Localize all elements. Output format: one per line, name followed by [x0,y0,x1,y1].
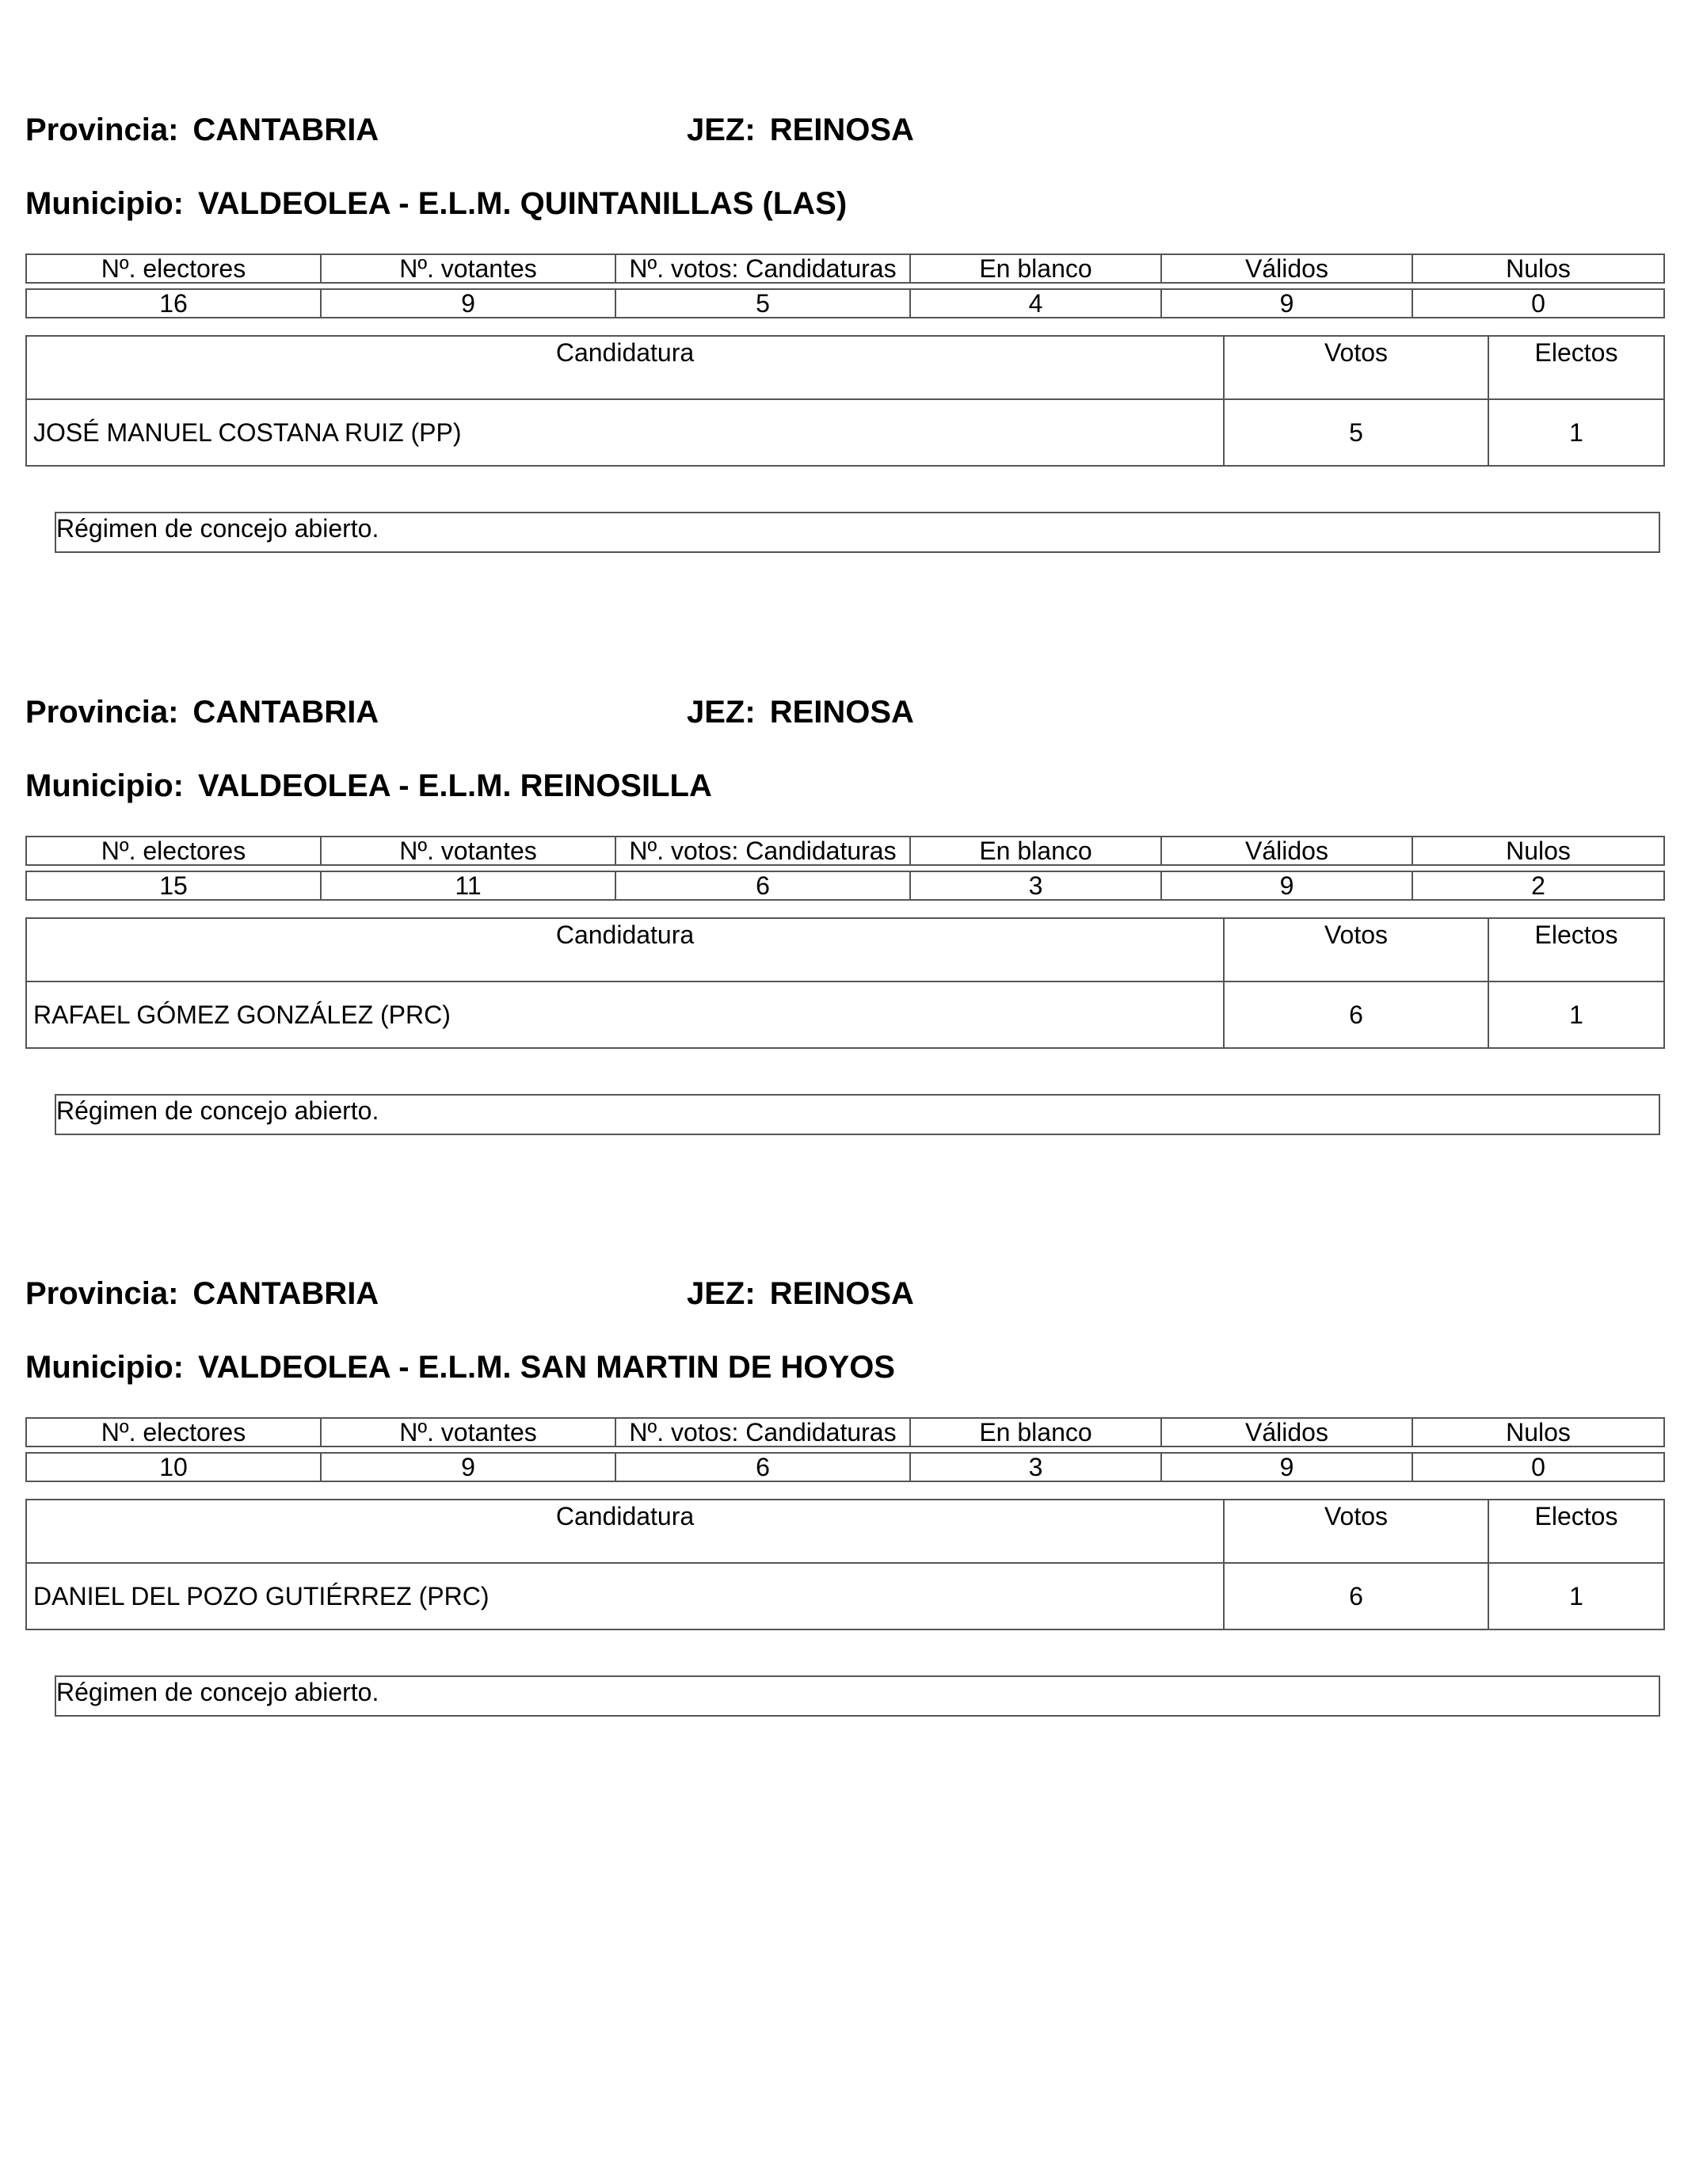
stats-header-cell: Nº. electores [26,1418,321,1446]
jez-value: REINOSA [769,695,914,730]
jez-value: REINOSA [769,1276,914,1311]
stats-value-cell: 15 [26,871,321,900]
provincia-value: CANTABRIA [192,695,379,730]
stats-header-cell: Nulos [1412,837,1664,865]
candidate-name: DANIEL DEL POZO GUTIÉRREZ (PRC) [26,1563,1224,1629]
provincia-label: Provincia: [25,695,179,730]
provincia-value: CANTABRIA [192,112,379,147]
table-row [26,981,1664,1048]
stats-header-row [26,837,1664,865]
candidates-header-row [26,336,1664,399]
stats-table [25,1417,1665,1482]
jez-line [687,693,914,731]
stats-gap-row [26,283,1664,289]
stats-value-cell: 4 [910,289,1161,318]
regimen-note: Régimen de concejo abierto. [55,1675,1660,1717]
stats-header-cell: Válidos [1161,254,1412,283]
stats-gap-row [26,1446,1664,1453]
stats-value-cell: 9 [1161,1453,1412,1481]
jez-label: JEZ: [687,695,756,730]
candidate-electos: 1 [1488,981,1664,1048]
provincia-value: CANTABRIA [192,1276,379,1311]
municipio-value: VALDEOLEA - E.L.M. SAN MARTIN DE HOYOS [197,1350,895,1385]
electos-header: Electos [1488,1500,1664,1563]
stats-header-cell: Nº. votantes [321,254,615,283]
stats-table [25,836,1665,901]
stats-value-row [26,871,1664,900]
stats-header-row [26,1418,1664,1446]
candidates-table [25,335,1665,467]
table-row [26,399,1664,466]
municipio-label: Municipio: [25,1350,184,1385]
stats-value-cell: 6 [615,1453,910,1481]
stats-value-cell: 5 [615,289,910,318]
regimen-note: Régimen de concejo abierto. [55,1094,1660,1135]
provincia-label: Provincia: [25,1276,179,1311]
electos-header: Electos [1488,336,1664,399]
municipio-line [25,1348,895,1386]
stats-value-row [26,289,1664,318]
provincia-line [25,111,379,149]
stats-header-cell: Nº. votantes [321,1418,615,1446]
stats-gap-row [26,865,1664,871]
candidate-votos: 6 [1224,1563,1488,1629]
stats-header-cell: Nº. votos: Candidaturas [615,254,910,283]
stats-header-cell: Nº. votantes [321,837,615,865]
jez-line [687,111,914,149]
stats-header-cell: Nulos [1412,254,1664,283]
municipio-line [25,185,847,223]
stats-value-cell: 9 [1161,289,1412,318]
stats-value-cell: 0 [1412,1453,1664,1481]
jez-label: JEZ: [687,1276,756,1311]
municipio-value: VALDEOLEA - E.L.M. REINOSILLA [197,768,712,803]
stats-header-cell: En blanco [910,254,1161,283]
stats-header-cell: Nulos [1412,1418,1664,1446]
jez-label: JEZ: [687,112,756,147]
candidatura-header: Candidatura [26,1500,1224,1563]
stats-header-cell: Nº. votos: Candidaturas [615,837,910,865]
stats-table [25,253,1665,318]
stats-value-cell: 16 [26,289,321,318]
stats-value-cell: 3 [910,871,1161,900]
stats-value-cell: 9 [321,1453,615,1481]
provincia-label: Provincia: [25,112,179,147]
stats-value-row [26,1453,1664,1481]
candidate-votos: 6 [1224,981,1488,1048]
stats-value-cell: 3 [910,1453,1161,1481]
candidate-electos: 1 [1488,1563,1664,1629]
municipio-value: VALDEOLEA - E.L.M. QUINTANILLAS (LAS) [197,186,848,221]
stats-header-cell: Válidos [1161,1418,1412,1446]
candidates-header-row [26,918,1664,981]
candidates-header-row [26,1500,1664,1563]
stats-value-cell: 9 [321,289,615,318]
candidate-votos: 5 [1224,399,1488,466]
candidate-name: JOSÉ MANUEL COSTANA RUIZ (PP) [26,399,1224,466]
municipio-label: Municipio: [25,768,184,803]
votos-header: Votos [1224,336,1488,399]
stats-value-cell: 9 [1161,871,1412,900]
candidates-table [25,917,1665,1049]
stats-header-cell: Válidos [1161,837,1412,865]
votos-header: Votos [1224,918,1488,981]
table-row [26,1563,1664,1629]
candidate-name: RAFAEL GÓMEZ GONZÁLEZ (PRC) [26,981,1224,1048]
provincia-line [25,693,379,731]
stats-header-cell: Nº. electores [26,837,321,865]
stats-header-cell: En blanco [910,1418,1161,1446]
stats-header-row [26,254,1664,283]
candidatura-header: Candidatura [26,918,1224,981]
stats-header-cell: Nº. electores [26,254,321,283]
stats-value-cell: 11 [321,871,615,900]
stats-header-cell: En blanco [910,837,1161,865]
provincia-line [25,1275,379,1313]
stats-header-cell: Nº. votos: Candidaturas [615,1418,910,1446]
jez-value: REINOSA [769,112,914,147]
votos-header: Votos [1224,1500,1488,1563]
regimen-note: Régimen de concejo abierto. [55,512,1660,553]
electos-header: Electos [1488,918,1664,981]
candidatura-header: Candidatura [26,336,1224,399]
municipio-label: Municipio: [25,186,184,221]
stats-value-cell: 10 [26,1453,321,1481]
stats-value-cell: 2 [1412,871,1664,900]
candidate-electos: 1 [1488,399,1664,466]
jez-line [687,1275,914,1313]
municipio-line [25,767,712,805]
stats-value-cell: 0 [1412,289,1664,318]
candidates-table [25,1499,1665,1630]
stats-value-cell: 6 [615,871,910,900]
